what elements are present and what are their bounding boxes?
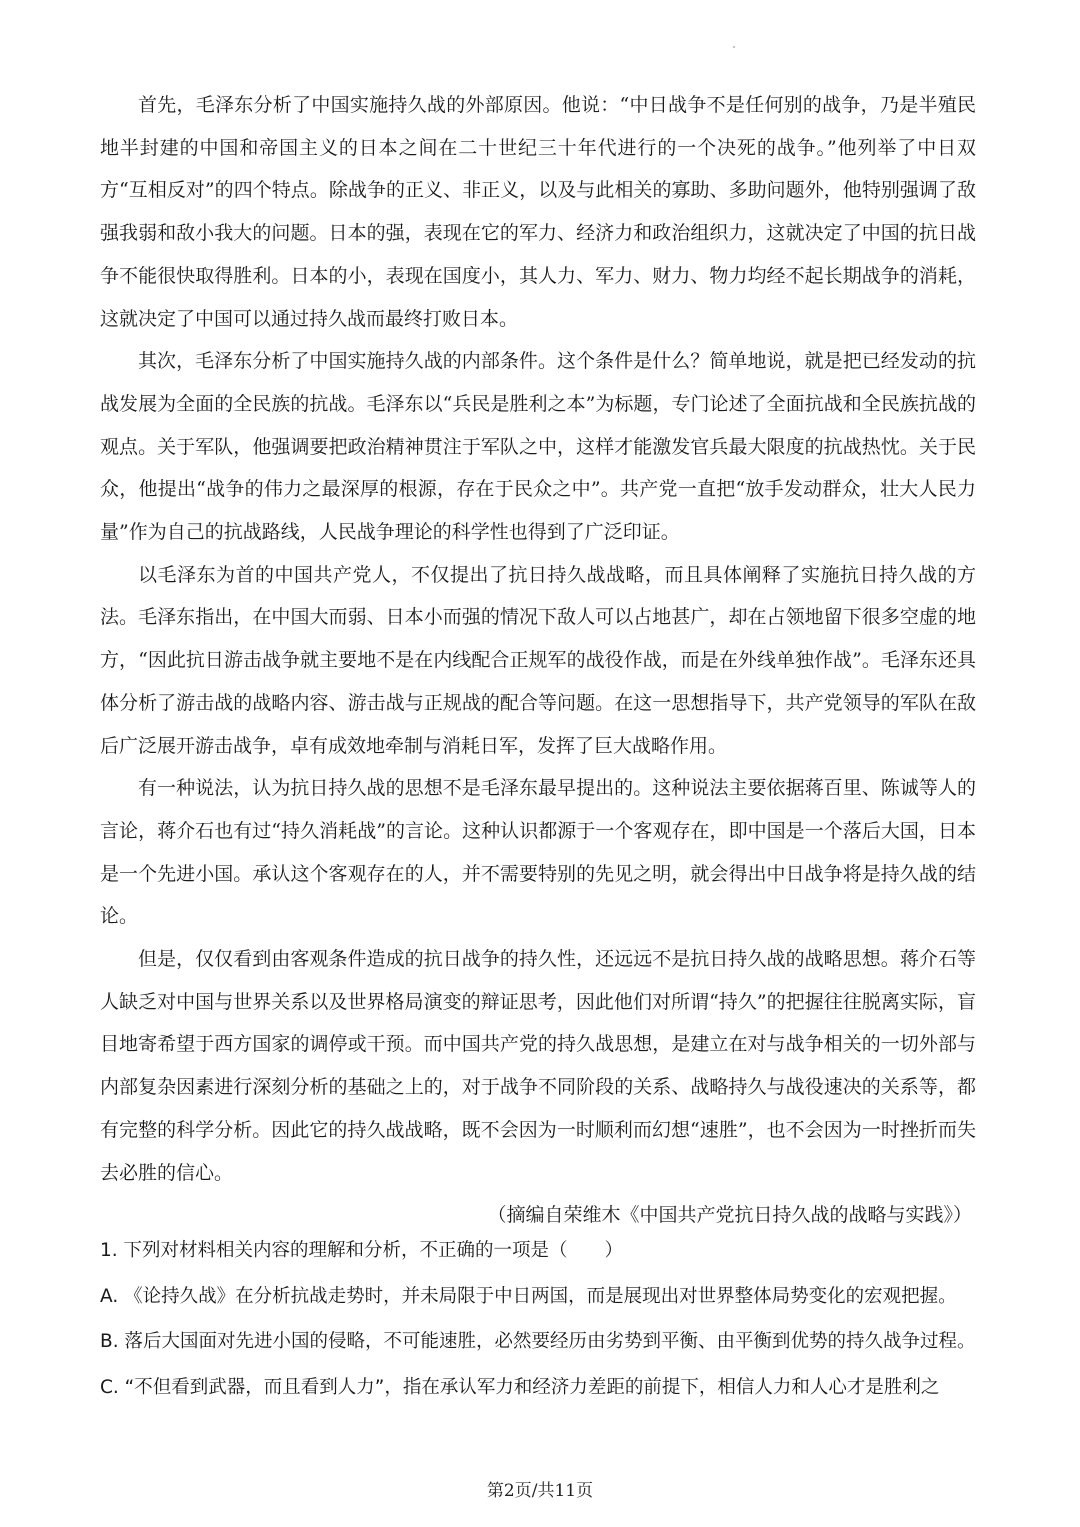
source-citation: （摘编自荣维木《中国共产党抗日持久战的战略与实践》） <box>487 1204 972 1227</box>
paragraph-5: 但是，仅仅看到由客观条件造成的抗日战争的持久性，还远远不是抗日持久战的战略思想。蒋介石等人缺乏对中国与世界关系以及世界格局演变的辩证思考，因此他们对所谓“持久”的把握往往脱离实际，盲目地寄希望于西方国家的调停或干预。而中国共产党的持久战思想，是建立在对与战争相关的一切外部与内部复杂因素进行深刻分析的基础之上的，对于战争不同阶段的关系、战略持久与战役速决的关系等，都有完整的科学分析。因此它的持久战战略，既不会因为一时顺利而幻想“速胜”，也不会因为一时挫折而失去必胜的信心。 <box>100 948 976 1184</box>
question-block <box>100 1228 980 1410</box>
paragraph-4: 有一种说法，认为抗日持久战的思想不是毛泽东最早提出的。这种说法主要依据蒋百里、陈诚等人的言论，蒋介石也有过“持久消耗战”的言论。这种认识都源于一个客观存在，即中国是一个落后大国，日本是一个先进小国。承认这个客观存在的人，并不需要特别的先见之明，就会得出中日战争将是持久战的结论。 <box>100 777 976 928</box>
option-a: A. 《论持久战》在分析抗战走势时，并未局限于中日两国，而是展现出对世界整体局势变化的宏观把握。 <box>100 1285 957 1307</box>
page-number-footer: 第2页/共11页 <box>486 1481 594 1501</box>
paragraph-1: 首先，毛泽东分析了中国实施持久战的外部原因。他说：“中日战争不是任何别的战争，乃是半殖民地半封建的中国和帝国主义的日本之间在二十世纪三十年代进行的一个决死的战争。”他列举了中日双方“互相反对”的四个特点。除战争的正义、非正义，以及与此相关的寡助、多助问题外，他特别强调了敌强我弱和敌小我大的问题。日本的强，表现在它的军力、经济力和政治组织力，这就决定了中国的抗日战争不能很快取得胜利。日本的小，表现在国度小，其人力、军力、财力、物力均经不起长期战争的消耗，这就决定了中国可以通过持久战而最终打败日本。 <box>100 94 976 330</box>
question-stem: 1. 下列对材料相关内容的理解和分析，不正确的一项是（ ） <box>100 1240 624 1261</box>
paragraph-3: 以毛泽东为首的中国共产党人，不仅提出了抗日持久战战略，而且具体阐释了实施抗日持久战的方法。毛泽东指出，在中国大而弱、日本小而强的情况下敌人可以占地甚广，却在占领地留下很多空虚的地方，“因此抗日游击战争就主要地不是在内线配合正规军的战役作战，而是在外线单独作战”。毛泽东还具体分析了游击战的战略内容、游击战与正规战的配合等问题。在这一思想指导下，共产党领导的军队在敌后广泛展开游击战争，卓有成效地牵制与消耗日军，发挥了巨大战略作用。 <box>100 563 976 757</box>
option-c: C. “不但看到武器，而且看到人力”，指在承认军力和经济力差距的前提下，相信人力和人心才是胜利之 <box>100 1376 940 1398</box>
article-body <box>100 84 976 1237</box>
option-b: B. 落后大国面对先进小国的侵略，不可能速胜，必然要经历由劣势到平衡、由平衡到优势的持久战争过程。 <box>100 1331 976 1352</box>
paragraph-2: 其次，毛泽东分析了中国实施持久战的内部条件。这个条件是什么？简单地说，就是把已经发动的抗战发展为全面的全民族的抗战。毛泽东以“兵民是胜利之本”为标题，专门论述了全面抗战和全民族抗战的观点。关于军队，他强调要把政治精神贯注于军队之中，这样才能激发官兵最大限度的抗战热忱。关于民众，他提出“战争的伟力之最深厚的根源，存在于民众之中”。共产党一直把“放手发动群众，壮大人民力量”作为自己的抗战路线，人民战争理论的科学性也得到了广泛印证。 <box>100 350 976 544</box>
scan-speck <box>733 46 735 48</box>
